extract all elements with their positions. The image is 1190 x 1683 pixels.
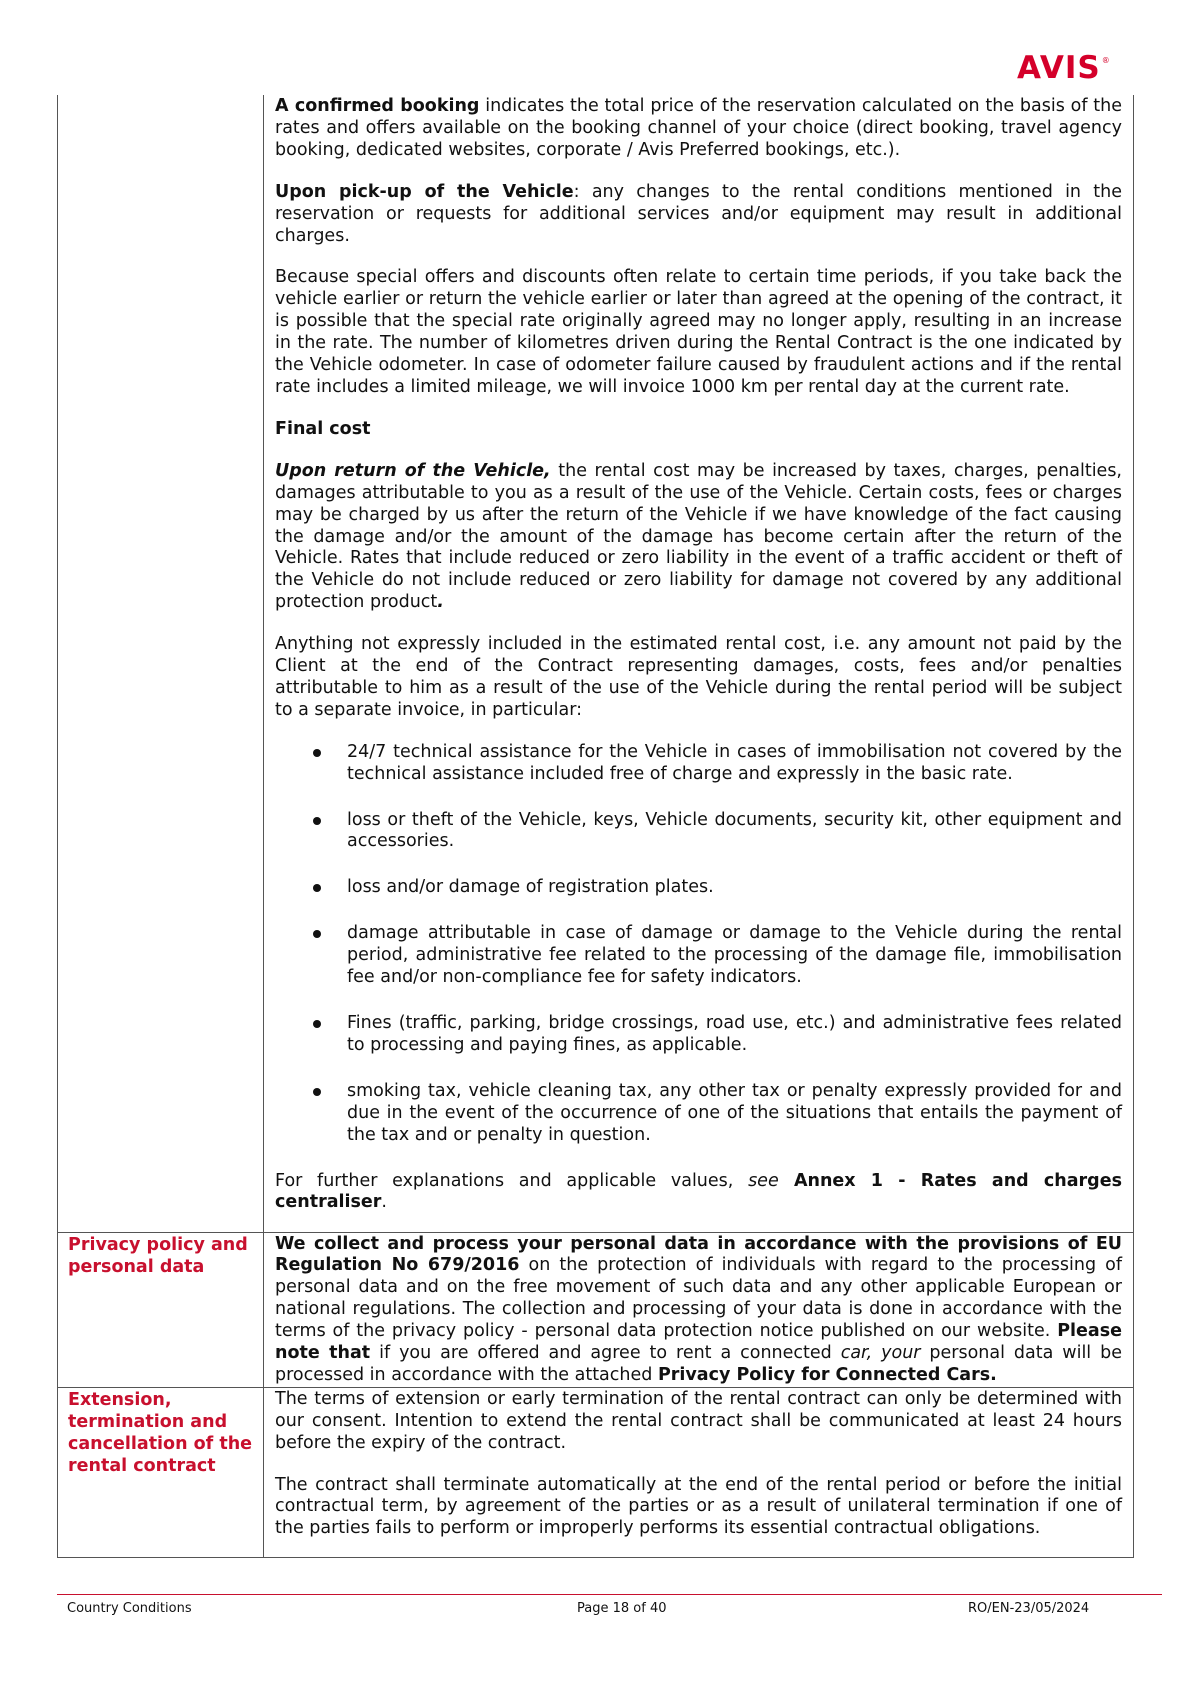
list-item: smoking tax, vehicle cleaning tax, any other tax or penalty expressly provided for and due in the event of the occurrence of one of the situations that entails the payment of the tax and or penalty in question. bbox=[275, 1081, 1122, 1147]
table-row bbox=[58, 95, 1134, 1232]
avis-logo: AVIS® bbox=[1017, 50, 1111, 86]
row-content-cell bbox=[264, 1232, 1134, 1387]
list-item: Fines (traffic, parking, bridge crossings, road use, etc.) and administrative fees related to processing and paying fines, as applicable. bbox=[275, 1013, 1122, 1057]
paragraph: A confirmed booking indicates the total price of the reservation calculated on the basis of the rates and offers available on the booking channel of your choice (direct booking, travel agency booking, dedicated websites, corporate / Avis Preferred bookings, etc.). bbox=[275, 96, 1122, 160]
conditions-table bbox=[57, 95, 1134, 1558]
list-item: 24/7 technical assistance for the Vehicle in cases of immobilisation not covered by the technical assistance included free of charge and expressly in the basic rate. bbox=[275, 742, 1122, 786]
bullet-icon bbox=[313, 1020, 321, 1028]
list-item: loss or theft of the Vehicle, keys, Vehicle documents, security kit, other equipment and accessories. bbox=[275, 810, 1122, 854]
paragraph: Upon return of the Vehicle, the rental cost may be increased by taxes, charges, penalties, damages attributable to you as a result of the use of the Vehicle. Certain costs, fees or charges may be charged by us after the return of the Vehicle if we have knowledge of the fact causing the damage and/or the amount of the damage has become certain after the return of the Vehicle. Rates that include reduced or zero liability in the event of a traffic accident or theft of the Vehicle do not include reduced or zero liability for damage not covered by any additional protection product. bbox=[275, 460, 1122, 613]
list-item: loss and/or damage of registration plates. bbox=[275, 877, 1122, 899]
paragraph: We collect and process your personal data in accordance with the provisions of EU Regulation No 679/2016 on the protection of individuals with regard to the processing of personal data and on the free movement of such data and any other applicable European or national regulations. The collection and processing of your data is done in accordance with the terms of the privacy policy - personal data protection notice published on our website. Please note that if you are offered and agree to rent a connected car, your personal data will be processed in accordance with the attached Privacy Policy for Connected Cars. bbox=[275, 1233, 1122, 1385]
footer-right: RO/EN-23/05/2024 bbox=[968, 1601, 1090, 1616]
paragraph: Because special offers and discounts often relate to certain time periods, if you take back the vehicle earlier or return the vehicle earlier or later than agreed at the opening of the contract, it is possible that the special rate originally agreed may no longer apply, resulting in an increase in the rate. The number of kilometres driven during the Rental Contract is the one indicated by the Vehicle odometer. In case of odometer failure caused by fraudulent actions and if the rental rate includes a limited mileage, we will invoice 1000 km per rental day at the current rate. bbox=[275, 267, 1122, 397]
bullet-icon bbox=[313, 817, 321, 825]
bullet-icon bbox=[313, 1088, 321, 1096]
charges-list bbox=[275, 742, 1122, 1147]
row-content-cell bbox=[264, 95, 1134, 1232]
row-label-cell bbox=[58, 95, 264, 1232]
footer-left: Country Conditions bbox=[67, 1601, 192, 1616]
row-label-cell bbox=[58, 1387, 264, 1557]
paragraph: For further explanations and applicable values, see Annex 1 - Rates and charges centraliser. bbox=[275, 1170, 1122, 1213]
bullet-icon bbox=[313, 930, 321, 938]
page-number: Page 18 of 40 bbox=[577, 1601, 667, 1616]
section-heading: Final cost bbox=[275, 418, 371, 439]
row-label-cell bbox=[58, 1232, 264, 1387]
footer-divider bbox=[57, 1594, 1162, 1595]
paragraph: The terms of extension or early termination of the rental contract can only be determined with our consent. Intention to extend the rental contract shall be communicated at least 24 hours before the expiry of the contract. bbox=[275, 1388, 1122, 1453]
row-content-cell bbox=[264, 1387, 1134, 1557]
bullet-icon bbox=[313, 884, 321, 892]
row-label: Privacy policy and personal data bbox=[68, 1234, 248, 1277]
list-item: damage attributable in case of damage or damage to the Vehicle during the rental period, administrative fee related to the processing of the damage file, immobilisation fee and/or non-compliance fee for safety indicators. bbox=[275, 923, 1122, 989]
paragraph: The contract shall terminate automatically at the end of the rental period or before the initial contractual term, by agreement of the parties or as a result of unilateral termination if one of the parties fails to perform or improperly performs its essential contractual obligations. bbox=[275, 1474, 1122, 1539]
table-row bbox=[58, 1232, 1134, 1387]
paragraph: Upon pick-up of the Vehicle: any changes to the rental conditions mentioned in the reservation or requests for additional services and/or equipment may result in additional charges. bbox=[275, 181, 1123, 246]
bullet-icon bbox=[313, 749, 321, 757]
row-label: Extension, termination and cancellation of the rental contract bbox=[68, 1389, 253, 1476]
table-row bbox=[58, 1387, 1134, 1557]
paragraph: Anything not expressly included in the estimated rental cost, i.e. any amount not paid by the Client at the end of the Contract representing damages, costs, fees and/or penalties attributable to him as a result of the use of the Vehicle during the rental period will be subject to a separate invoice, in particular: bbox=[275, 634, 1122, 720]
